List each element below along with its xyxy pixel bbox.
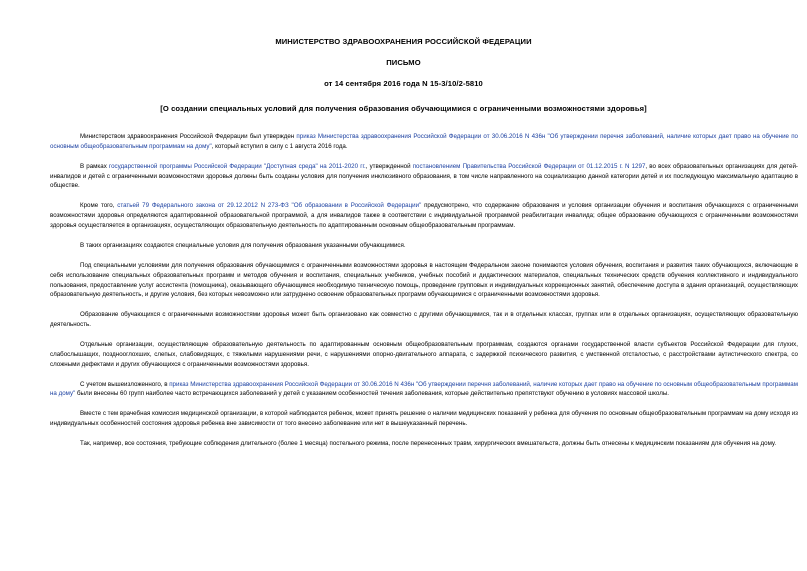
paragraph-2: В рамках государственной программы Российской Федерации "Доступная среда" на 2011-2020 гг., утвержденной постановлением Правительства Российской Федерации от 01.12.2015 г. N 1297, во всех образовательных организациях для детей-инвалидов и детей с ограниченными возможностями здоровья должны быть созданы условия для получения инклюзивного образования, в том числе направленного на социализацию данной категории детей и их последующую максимальную адаптацию в обществе. xyxy=(50,162,798,190)
paragraph-6: Образование обучающихся с ограниченными возможностями здоровья может быть организовано как совместно с другими обучающимися, так и в отдельных классах, группах или в отдельных организациях, осуществляющих образовательную деятельность. xyxy=(50,311,798,329)
paragraph-4: В таких организациях создаются специальные условия для получения образования указанными обучающимися. xyxy=(80,241,406,249)
paragraph-8: С учетом вышеизложенного, в приказ Министерства здравоохранения Российской Федерации от 30.06.2016 N 436н "Об утверждении перечня заболеваний, наличие которых дает право на обучение по основным общеобразовательным программам на дому" были внесены 60 групп наиболее часто встречающихся заболеваний у детей с указанием особенностей течения заболевания, которые действительно препятствуют обучению в условиях массовой школы. xyxy=(50,380,798,398)
paragraph-5: Под специальными условиями для получения образования обучающимися с ограниченными возможностями здоровья в настоящем Федеральном законе понимаются условия обучения, воспитания и развития таких обучающихся, включающие в себя использование специальных образовательных программ и методов обучения и воспитания, специальных учебников, учебных пособий и дидактических материалов, специальных технических средств обучения коллективного и индивидуального пользования, предоставление услуг ассистента (помощника), оказывающего обучающимся необходимую техническую помощь, проведение групповых и индивидуальных коррекционных занятий, обеспечение доступа в здания организаций, осуществляющих образовательную деятельность, и другие условия, без которых невозможно или затруднено освоение образовательных программ обучающимися с ограниченными возможностями здоровья. xyxy=(50,261,798,299)
ministry-heading: МИНИСТЕРСТВО ЗДРАВООХРАНЕНИЯ РОССИЙСКОЙ ФЕДЕРАЦИИ xyxy=(275,37,532,46)
document-body xyxy=(50,132,798,459)
order-436n-link-2[interactable]: приказ Министерства здравоохранения Российской Федерации от 30.06.2016 N 436н "Об утверждении перечня заболеваний, наличие которых дает право на обучение по основным общеобразовательным программам на дому" xyxy=(50,380,798,398)
paragraph-7: Отдельные организации, осуществляющие образовательную деятельность по адаптированным основным общеобразовательным программам, создаются органами государственной власти субъектов Российской Федерации для глухих, слабослышащих, позднооглохших, слепых, слабовидящих, с тяжелыми нарушениями речи, с нарушениями опорно-двигательного аппарата, с задержкой психического развития, с умственной отсталостью, с расстройствами аутистического спектра, со сложными дефектами и других обучающихся с ограниченными возможностями здоровья. xyxy=(50,341,798,368)
government-resolution-1297-link[interactable]: постановлением Правительства Российской Федерации от 01.12.2015 г. N 1297 xyxy=(412,162,646,170)
document-type: ПИСЬМО xyxy=(386,58,421,67)
order-436n-link[interactable]: приказ Министерства здравоохранения Российской Федерации от 30.06.2016 N 436н "Об утверждении перечня заболеваний, наличие которых дает право на обучение по основным общеобразовательным программам на дому" xyxy=(50,133,798,150)
document-date-number: от 14 сентября 2016 года N 15-3/10/2-5810 xyxy=(324,79,483,88)
paragraph-1: Министерством здравоохранения Российской Федерации был утвержден приказ Министерства здравоохранения Российской Федерации от 30.06.2016 N 436н "Об утверждении перечня заболеваний, наличие которых дает право на обучение по основным общеобразовательным программам на дому", который вступил в силу с 1 августа 2016 года. xyxy=(50,133,798,150)
federal-law-273-article-79-link[interactable]: статьей 79 Федерального закона от 29.12.2012 N 273-ФЗ "Об образовании в Российской Федерации" xyxy=(117,202,422,210)
paragraph-10: Так, например, все состояния, требующие соблюдения длительного (более 1 месяца) постельного режима, после перенесенных травм, хирургических вмешательств, должны быть отнесены к медицинским показаниям для обучения на дому. xyxy=(80,440,777,448)
accessible-environment-program-link[interactable]: государственной программы Российской Федерации "Доступная среда" на 2011-2020 гг. xyxy=(108,162,366,170)
paragraph-3: Кроме того, статьей 79 Федерального закона от 29.12.2012 N 273-ФЗ "Об образовании в Российской Федерации" предусмотрено, что содержание образования и условия организации обучения и воспитания обучающихся с ограниченными возможностями здоровья определяются адаптированной образовательной программой, а для инвалидов также в соответствии с индивидуальной программой реабилитации инвалида; общее образование обучающихся с ограниченными возможностями здоровья осуществляется в организациях, осуществляющих образовательную деятельность по адаптированным основным общеобразовательным программам. xyxy=(50,202,798,229)
paragraph-9: Вместе с тем врачебная комиссия медицинской организации, в которой наблюдается ребенок, может принять решение о наличии медицинских показаний у ребенка для обучения по основным общеобразовательным программам на дому исходя из индивидуальных особенностей состояния здоровья ребенка вне зависимости от того внесено заболевание или нет в вышеуказанный перечень. xyxy=(50,410,798,428)
document-subject: [О создании специальных условий для получения образования обучающимися с ограниченными возможностями здоровья] xyxy=(160,104,647,113)
